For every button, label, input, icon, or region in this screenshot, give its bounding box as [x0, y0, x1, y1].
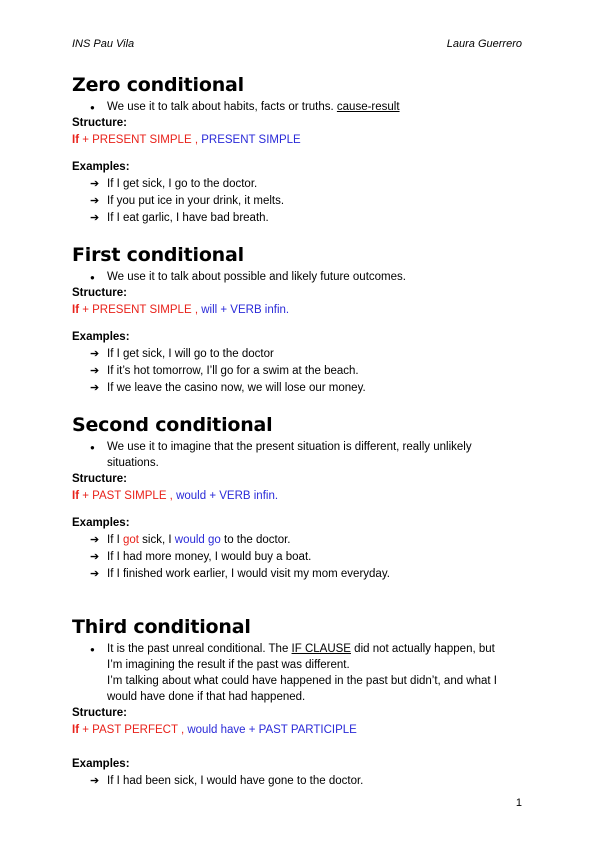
- bullet-point: [72, 641, 532, 705]
- structure-clause1: + PAST SIMPLE ,: [79, 490, 177, 502]
- arrow-icon: ➔: [90, 348, 100, 360]
- example-item: [72, 549, 532, 566]
- structure-if: If: [72, 490, 80, 502]
- structure-clause2: will + VERB infin.: [201, 304, 290, 316]
- arrow-icon: ➔: [90, 775, 100, 787]
- structure-clause2: would have + PAST PARTICIPLE: [187, 724, 357, 736]
- bullet-point: [72, 99, 532, 115]
- arrow-icon: ➔: [90, 568, 100, 580]
- section-first-conditional: [72, 241, 532, 397]
- arrow-icon: ➔: [90, 212, 100, 224]
- example-highlight-would: would go: [174, 534, 221, 546]
- structure-formula: [72, 132, 532, 149]
- example-text: If I get sick, I go to the doctor.: [107, 178, 258, 190]
- structure-if: If: [72, 304, 80, 316]
- example-text: If I had more money, I would buy a boat.: [107, 551, 312, 563]
- section-second-conditional: [72, 411, 532, 583]
- structure-formula: [72, 722, 532, 739]
- bullet-text-line: I’m talking about what could have happened in the past but didn’t, and what I: [107, 675, 497, 687]
- examples-label: Examples:: [72, 331, 130, 343]
- bullet-underlined-text: IF CLAUSE: [291, 643, 351, 655]
- example-item: [72, 380, 532, 397]
- section-third-conditional: [72, 613, 532, 790]
- example-item: [72, 193, 532, 210]
- structure-clause1: + PAST PERFECT ,: [79, 724, 188, 736]
- structure-label: Structure:: [72, 117, 127, 129]
- example-item: [72, 176, 532, 193]
- section-title: Zero conditional: [72, 74, 244, 96]
- section-zero-conditional: [72, 71, 532, 227]
- structure-clause2: PRESENT SIMPLE: [201, 134, 301, 146]
- document-content: [72, 68, 532, 790]
- arrow-icon: ➔: [90, 365, 100, 377]
- bullet-icon: ●: [90, 645, 95, 654]
- structure-clause1: + PRESENT SIMPLE ,: [79, 134, 202, 146]
- example-text: If I finished work earlier, I would visit my mom everyday.: [107, 568, 390, 580]
- example-highlight-past: got: [122, 534, 139, 546]
- bullet-text-line: I’m imagining the result if the past was different.: [107, 659, 350, 671]
- example-item: [72, 210, 532, 227]
- example-text: sick, I: [138, 534, 175, 546]
- examples-label: Examples:: [72, 161, 130, 173]
- structure-clause1: + PRESENT SIMPLE ,: [79, 304, 202, 316]
- bullet-text-line: We use it to imagine that the present situation is different, really unlikely: [107, 441, 472, 453]
- section-title: Second conditional: [72, 414, 273, 436]
- arrow-icon: ➔: [90, 534, 100, 546]
- example-item: [72, 566, 532, 583]
- structure-formula: [72, 488, 532, 505]
- bullet-point: [72, 439, 532, 471]
- example-text: If I get sick, I will go to the doctor: [107, 348, 274, 360]
- example-item: [72, 346, 532, 363]
- bullet-text: We use it to talk about possible and likely future outcomes.: [107, 271, 406, 283]
- structure-if: If: [72, 134, 80, 146]
- structure-formula: [72, 302, 532, 319]
- structure-clause2: would + VERB infin.: [176, 490, 279, 502]
- bullet-text-line: situations.: [107, 457, 159, 469]
- bullet-point: [72, 269, 532, 285]
- bullet-text: did not actually happen, but: [350, 643, 495, 655]
- example-text: If I eat garlic, I have bad breath.: [107, 212, 269, 224]
- page-number: 1: [515, 797, 522, 809]
- example-text: If we leave the casino now, we will lose our money.: [107, 382, 366, 394]
- section-title: Third conditional: [72, 616, 251, 638]
- examples-label: Examples:: [72, 758, 130, 770]
- example-text: If you put ice in your drink, it melts.: [107, 195, 285, 207]
- arrow-icon: ➔: [90, 382, 100, 394]
- bullet-icon: ●: [90, 273, 95, 282]
- header-school: INS Pau Vila: [72, 38, 135, 50]
- structure-label: Structure:: [72, 707, 127, 719]
- example-item: [72, 773, 532, 790]
- example-item: [72, 363, 532, 380]
- examples-label: Examples:: [72, 517, 130, 529]
- example-text: If I had been sick, I would have gone to the doctor.: [107, 775, 364, 787]
- structure-if: If: [72, 724, 80, 736]
- bullet-icon: ●: [90, 443, 95, 452]
- bullet-text: We use it to talk about habits, facts or truths.: [107, 101, 337, 113]
- bullet-text-line: would have done if that had happened.: [107, 691, 306, 703]
- example-text: If it’s hot tomorrow, I’ll go for a swim at the beach.: [107, 365, 359, 377]
- arrow-icon: ➔: [90, 178, 100, 190]
- example-text: to the doctor.: [220, 534, 291, 546]
- section-title: First conditional: [72, 244, 244, 266]
- arrow-icon: ➔: [90, 195, 100, 207]
- example-text: If I: [107, 534, 123, 546]
- structure-label: Structure:: [72, 287, 127, 299]
- structure-label: Structure:: [72, 473, 127, 485]
- example-item: [72, 532, 532, 549]
- bullet-text: It is the past unreal conditional. The: [107, 643, 292, 655]
- header-author: Laura Guerrero: [446, 38, 522, 50]
- bullet-icon: ●: [90, 103, 95, 112]
- arrow-icon: ➔: [90, 551, 100, 563]
- bullet-text-line: [107, 641, 532, 657]
- bullet-underlined-text: cause-result: [336, 101, 400, 113]
